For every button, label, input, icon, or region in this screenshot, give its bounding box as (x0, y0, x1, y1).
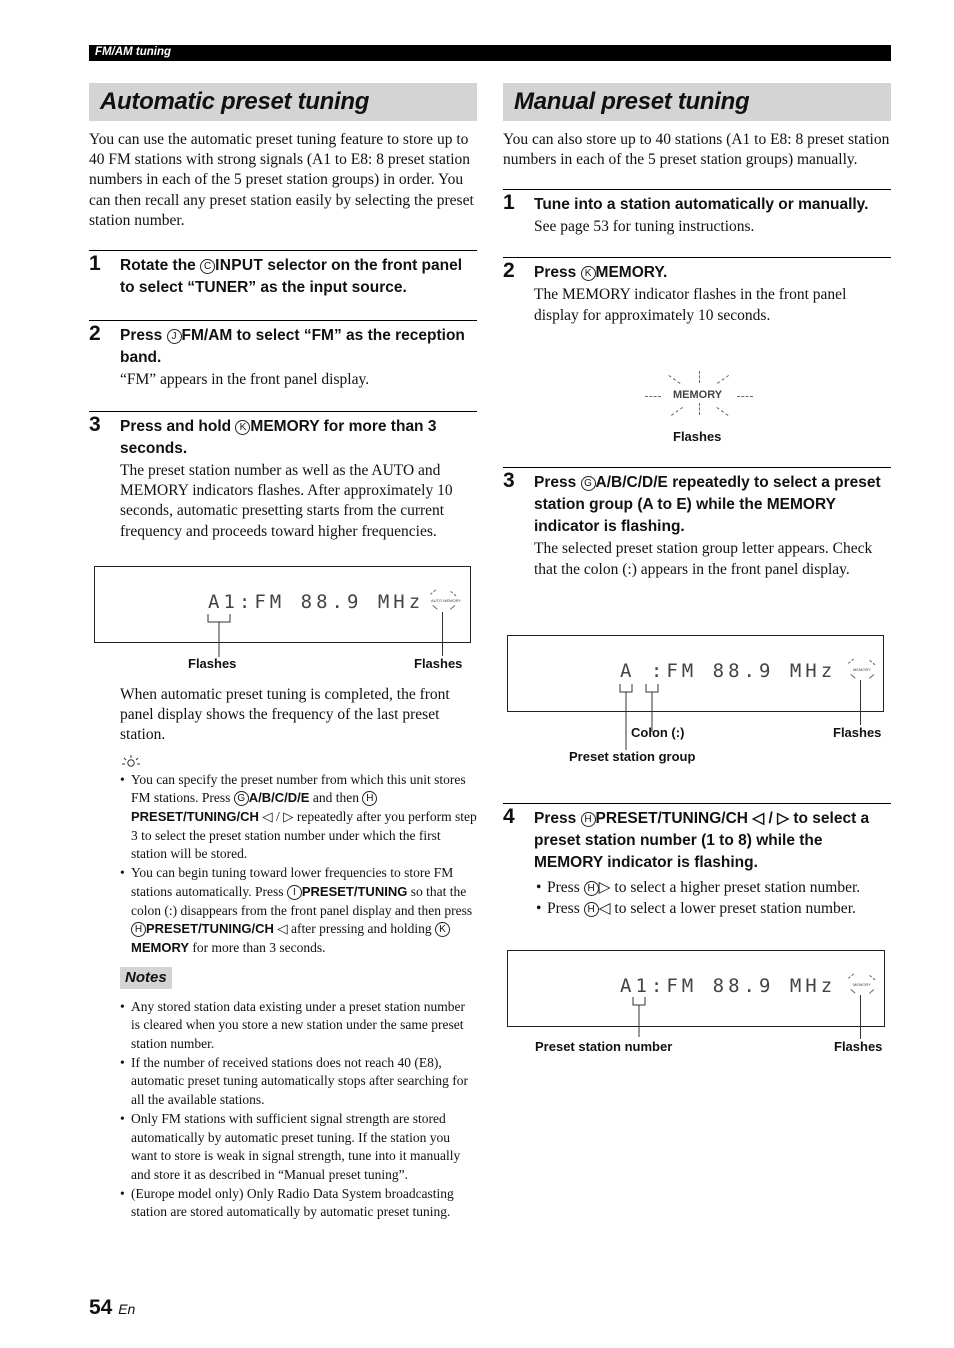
step-title: Press J FM/AM to select “FM” as the reception band. (120, 327, 465, 367)
step-number: 3 (503, 469, 515, 493)
auto-memory-indicator: AUTO MEMORY (431, 598, 462, 603)
step-body: See page 53 for tuning instructions. (534, 218, 755, 236)
control-letter-icon: K (581, 266, 596, 281)
notes-list (118, 998, 477, 1222)
step-body: “FM” appears in the front panel display. (120, 371, 370, 389)
step-title: Press H PRESET/TUNING/CH ◁ / ▷ to select a preset station number (1 to 8) while the MEMORY indicator is flashing. (534, 810, 870, 871)
step-number: 2 (89, 322, 101, 346)
left-intro: You can use the automatic preset tuning feature to store up to 40 FM stations with strong signals (A1 to E8: 8 preset station numbers in each of the 5 preset station groups) in order. You can then recall any preset station easily by selecting the preset station number. (89, 131, 474, 229)
flashes-label: Flashes (673, 429, 722, 444)
note-item: • (Europe model only) Only Radio Data System broadcasting station are stored automatically by automatic preset tuning. (118, 1185, 477, 1222)
step-number: 2 (503, 259, 515, 283)
right-step-3 (503, 467, 891, 579)
step-body: The preset station number as well as the AUTO and MEMORY indicators flashes. After approximately 10 seconds, automatic presetting starts from the current frequency and proceeds toward higher frequencies. (120, 462, 453, 540)
step-title: Tune into a station automatically or manually. (534, 196, 869, 214)
control-letter-icon: G (581, 476, 596, 491)
left-column (89, 83, 477, 542)
left-step-2 (89, 320, 477, 411)
right-column (503, 83, 891, 580)
note-item: • If the number of received stations does not reach 40 (E8), automatic preset tuning automatically stops after searching for all the available stations. (118, 1054, 477, 1110)
notes-label: Notes (120, 967, 172, 989)
step-title: Rotate the C INPUT selector on the front panel to select “TUNER” as the input source. (120, 257, 463, 297)
right-step-4 (503, 803, 891, 919)
left-heading: Automatic preset tuning (100, 88, 370, 115)
display-text: A1:FM 88.9 MHz (620, 975, 837, 997)
step-title: Press K MEMORY. (534, 264, 668, 282)
colon-label: Colon (:) (631, 725, 685, 740)
step-body: The MEMORY indicator flashes in the front panel display for approximately 10 seconds. (534, 286, 847, 324)
tips-list (118, 771, 477, 958)
control-letter-icon: K (235, 420, 250, 435)
step-number: 3 (89, 413, 101, 437)
step-body: The selected preset station group letter appears. Check that the colon (:) appears in the front panel display. (534, 540, 873, 578)
preset-group-label: Preset station group (569, 749, 696, 764)
flashes-label: Flashes (834, 1039, 883, 1054)
left-heading-box (89, 83, 477, 121)
memory-indicator: MEMORY (853, 982, 871, 987)
flashes-label: Flashes (833, 725, 882, 740)
flashes-label: Flashes (414, 656, 463, 671)
front-panel-display-3 (507, 950, 885, 1027)
step-title: Press and hold K MEMORY for more than 3 seconds. (120, 418, 437, 458)
left-step-1 (89, 250, 477, 320)
note-item: • Any stored station data existing under a preset station number is cleared when you store a new station under the same preset station number. (118, 998, 477, 1054)
display-text: A1:FM 88.9 MHz (208, 591, 425, 613)
step-title: Press G A/B/C/D/E repeatedly to select a preset station group (A to E) while the MEMORY indicator is flashing. (534, 474, 881, 536)
front-panel-display-1 (94, 566, 471, 643)
section-tag: FM/AM tuning (95, 46, 172, 58)
right-heading: Manual preset tuning (514, 88, 750, 115)
step4-bullet: • Press H ◁ to select a lower preset station number. (534, 898, 891, 919)
control-letter-icon: C (200, 259, 215, 274)
front-panel-display-2 (507, 635, 884, 712)
control-letter-icon: J (167, 329, 182, 344)
tip-item: • You can begin tuning toward lower frequencies to store FM stations automatically. Press I PRESET/TUNING so that the colon (:) disappears from the front panel display and then press H PRESET/TUNING/CH ◁ after pressing and holding KMEMORY for more than 3 seconds. (118, 864, 477, 958)
step-number: 1 (89, 252, 101, 276)
flashes-label: Flashes (188, 656, 237, 671)
memory-indicator: MEMORY (673, 389, 723, 401)
right-intro: You can also store up to 40 stations (A1 to E8: 8 preset station numbers in each of the 5 preset station groups) manually. (503, 131, 890, 169)
tip-icon (120, 754, 142, 770)
flash-bracket-1 (200, 612, 240, 662)
right-heading-box (503, 83, 891, 121)
preset-number-label: Preset station number (535, 1039, 673, 1054)
after-display-text: When automatic preset tuning is completed, the front panel display shows the frequency of the last preset station. (120, 686, 450, 744)
note-item: • Only FM stations with sufficient signal strength are stored automatically by automatic preset tuning. If the station you want to store is weak in signal strength, tune into it manually and store it as described in “Manual preset tuning”. (118, 1110, 477, 1185)
page-number: 54 En (89, 1296, 136, 1319)
display-text: A :FM 88.9 MHz (620, 660, 837, 682)
control-letter-icon: H (581, 812, 596, 827)
step-number: 4 (503, 805, 515, 828)
left-after-block (120, 685, 477, 1222)
section-tag-bar (89, 45, 891, 61)
left-step-3 (89, 411, 477, 542)
right-step-1 (503, 189, 891, 257)
step-number: 1 (503, 191, 515, 215)
step4-bullets (534, 877, 891, 919)
language-code: En (118, 1301, 136, 1317)
tip-item: • You can specify the preset number from which this unit stores FM stations. Press G A/B/C/D/E and then HPRESET/TUNING/CH ◁ / ▷ repeatedly after you perform step 3 to select the preset station number under which the first station will be stored. (118, 771, 477, 865)
memory-indicator: MEMORY (853, 667, 871, 672)
memory-indicator-illustration (645, 370, 755, 420)
step4-bullet: • Press H ▷ to select a higher preset station number. (534, 877, 891, 898)
preset-number-bracket (628, 995, 658, 1040)
